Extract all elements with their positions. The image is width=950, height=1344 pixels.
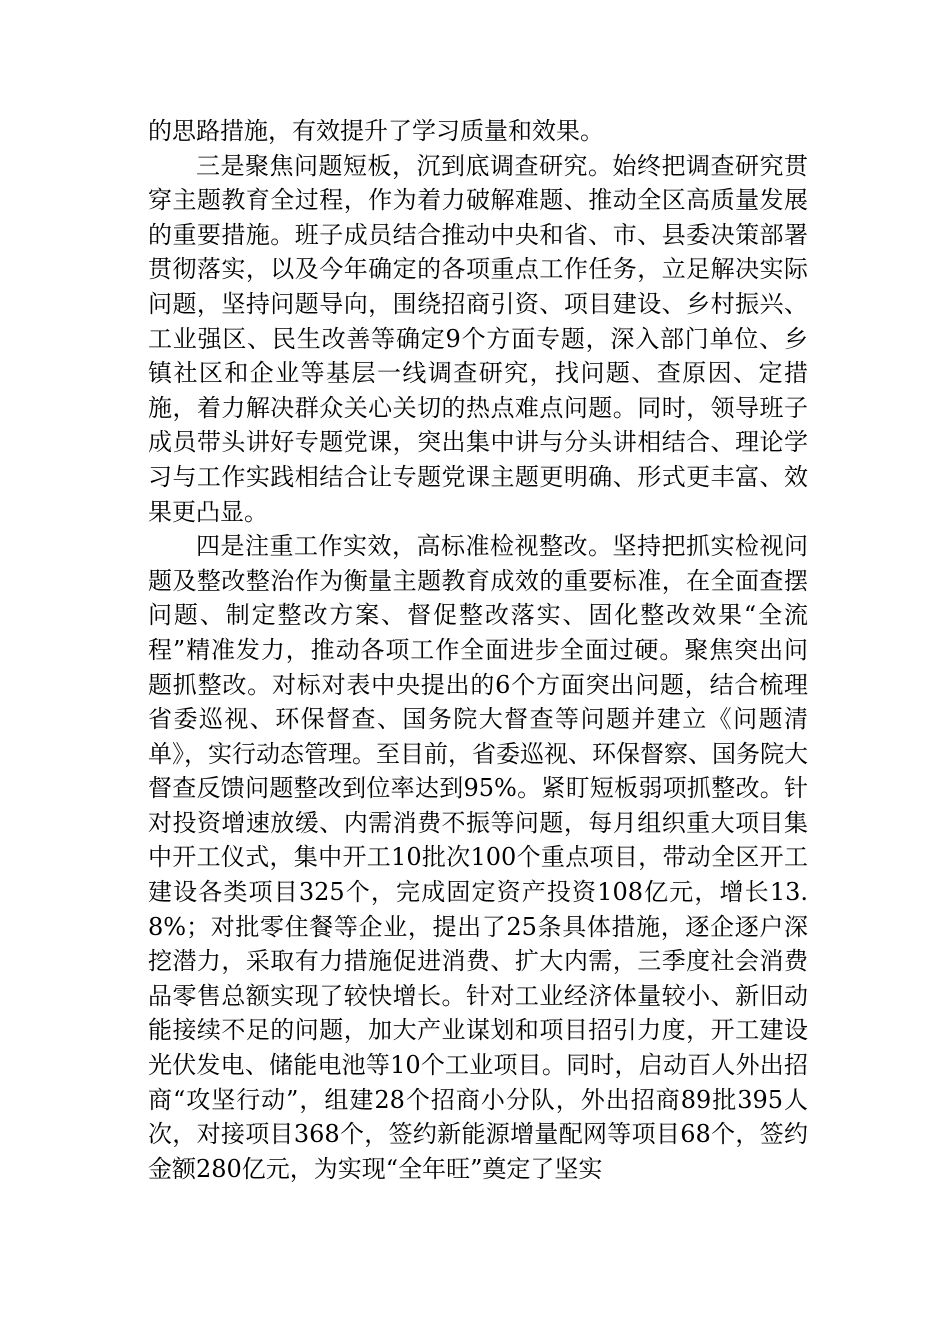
document-body xyxy=(148,114,808,1186)
paragraph-research: 三是聚焦问题短板，沉到底调查研究。始终把调查研究贯穿主题教育全过程，作为着力破解难题、推动全区高质量发展的重要措施。班子成员结合推动中央和省、市、县委决策部署贯彻落实，以及今年确定的各项重点工作任务，立足解决实际问题，坚持问题导向，围绕招商引资、项目建设、乡村振兴、工业强区、民生改善等确定9个方面专题，深入部门单位、乡镇社区和企业等基层一线调查研究，找问题、查原因、定措施，着力解决群众关心关切的热点难点问题。同时，领导班子成员带头讲好专题党课，突出集中讲与分头讲相结合、理论学习与工作实践相结合让专题党课主题更明确、形式更丰富、效果更凸显。 xyxy=(148,151,808,526)
paragraph-continuation: 的思路措施，有效提升了学习质量和效果。 xyxy=(148,117,604,145)
paragraph-rectification: 四是注重工作实效，高标准检视整改。坚持把抓实检视问题及整改整治作为衡量主题教育成效的重要标准，在全面查摆问题、制定整改方案、督促整改落实、固化整改效果“全流程”精准发力，推动各项工作全面进步全面过硬。聚焦突出问题抓整改。对标对表中央提出的6个方面突出问题，结合梳理省委巡视、环保督查、国务院大督查等问题并建立《问题清单》，实行动态管理。至目前，省委巡视、环保督察、国务院大督查反馈问题整改到位率达到95%。紧盯短板弱项抓整改。针对投资增速放缓、内需消费不振等问题，每月组织重大项目集中开工仪式，集中开工10批次100个重点项目，带动全区开工建设各类项目325个，完成固定资产投资108亿元，增长13.8%；对批零住餐等企业，提出了25条具体措施，逐企逐户深挖潜力，采取有力措施促进消费、扩大内需，三季度社会消费品零售总额实现了较快增长。针对工业经济体量较小、新旧动能接续不足的问题，加大产业谋划和项目招引力度，开工建设光伏发电、储能电池等10个工业项目。同时，启动百人外出招商“攻坚行动”，组建28个招商小分队，外出招商89批395人次，对接项目368个，签约新能源增量配网等项目68个，签约金额280亿元，为实现“全年旺”奠定了坚实 xyxy=(148,532,808,1183)
